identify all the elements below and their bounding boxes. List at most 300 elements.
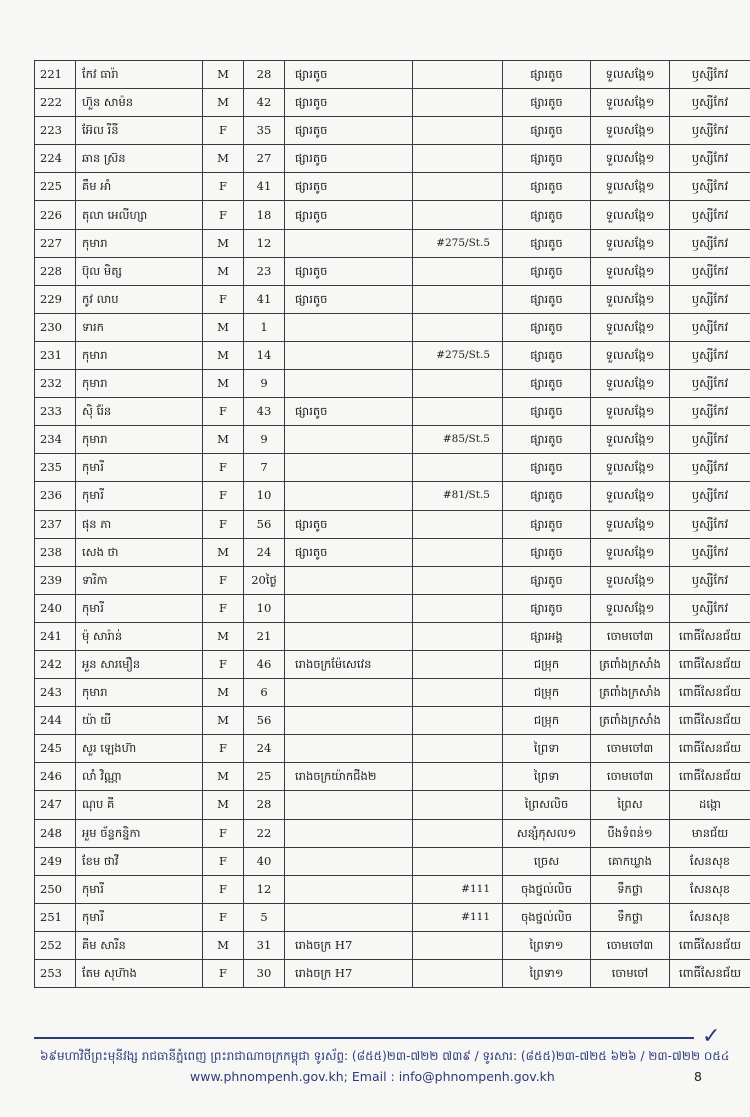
- table-row: [35, 650, 750, 678]
- district-cell: សែនសុខ: [670, 875, 750, 903]
- district-cell: ពោធិ៍សែនជ័យ: [670, 960, 750, 988]
- house-cell: [413, 510, 503, 538]
- age-cell: 18: [244, 201, 285, 229]
- table-row: [35, 257, 750, 285]
- house-cell: [413, 763, 503, 791]
- work-cell: រោងចក្រ H7: [285, 931, 413, 959]
- table-row: [35, 61, 750, 89]
- village-cell: ផ្សារតូច: [503, 145, 591, 173]
- num-cell: 237: [35, 510, 76, 538]
- name-cell: គីម សារីន: [76, 931, 203, 959]
- district-cell: ឫស្សីកែវ: [670, 145, 750, 173]
- village-cell: ផ្សារតូច: [503, 538, 591, 566]
- table-row: [35, 875, 750, 903]
- house-cell: #85/St.5: [413, 426, 503, 454]
- work-cell: [285, 594, 413, 622]
- village-cell: ព្រៃទា: [503, 763, 591, 791]
- name-cell: ឆាន ស្រ៊ន: [76, 145, 203, 173]
- table-row: [35, 847, 750, 875]
- village-cell: ផ្សារតូច: [503, 566, 591, 594]
- case-table: [34, 60, 750, 988]
- name-cell: គឹម អាំ: [76, 173, 203, 201]
- house-cell: [413, 285, 503, 313]
- num-cell: 249: [35, 847, 76, 875]
- commune-cell: ត្រពាំងក្រសាំង: [591, 650, 670, 678]
- commune-cell: ទួលសង្កែ១: [591, 454, 670, 482]
- name-cell: កុមារី: [76, 594, 203, 622]
- name-cell: កុមារា: [76, 426, 203, 454]
- work-cell: រោងចក្រ H7: [285, 960, 413, 988]
- sex-cell: M: [203, 791, 244, 819]
- table-row: [35, 960, 750, 988]
- sex-cell: M: [203, 763, 244, 791]
- commune-cell: ទួលសង្កែ១: [591, 398, 670, 426]
- house-cell: [413, 117, 503, 145]
- case-table-body: [35, 61, 750, 988]
- sex-cell: M: [203, 257, 244, 285]
- sex-cell: M: [203, 622, 244, 650]
- num-cell: 234: [35, 426, 76, 454]
- name-cell: សេង ថា: [76, 538, 203, 566]
- house-cell: [413, 566, 503, 594]
- age-cell: 1: [244, 313, 285, 341]
- commune-cell: ព្រៃស: [591, 791, 670, 819]
- age-cell: 24: [244, 538, 285, 566]
- age-cell: 12: [244, 229, 285, 257]
- name-cell: សួរ ឡេងហ៊ា: [76, 735, 203, 763]
- house-cell: [413, 538, 503, 566]
- table-row: [35, 791, 750, 819]
- num-cell: 242: [35, 650, 76, 678]
- house-cell: #275/St.5: [413, 229, 503, 257]
- house-cell: [413, 847, 503, 875]
- age-cell: 23: [244, 257, 285, 285]
- commune-cell: ទួលសង្កែ១: [591, 538, 670, 566]
- age-cell: 56: [244, 707, 285, 735]
- name-cell: តុលា អេលីហ្សា: [76, 201, 203, 229]
- age-cell: 14: [244, 341, 285, 369]
- house-cell: #111: [413, 875, 503, 903]
- work-cell: ផ្សារតូច: [285, 173, 413, 201]
- village-cell: ផ្សារតូច: [503, 257, 591, 285]
- work-cell: ផ្សារតូច: [285, 510, 413, 538]
- commune-cell: គោកឃ្លាង: [591, 847, 670, 875]
- num-cell: 233: [35, 398, 76, 426]
- village-cell: ផ្សារតូច: [503, 229, 591, 257]
- num-cell: 246: [35, 763, 76, 791]
- name-cell: ខែម ថាវី: [76, 847, 203, 875]
- house-cell: [413, 679, 503, 707]
- work-cell: [285, 426, 413, 454]
- num-cell: 247: [35, 791, 76, 819]
- work-cell: ផ្សារតូច: [285, 89, 413, 117]
- num-cell: 251: [35, 903, 76, 931]
- district-cell: ដង្កោ: [670, 791, 750, 819]
- district-cell: ឫស្សីកែវ: [670, 229, 750, 257]
- sex-cell: F: [203, 960, 244, 988]
- village-cell: ផ្សារតូច: [503, 594, 591, 622]
- num-cell: 232: [35, 370, 76, 398]
- commune-cell: ត្រពាំងក្រសាំង: [591, 679, 670, 707]
- village-cell: ច្រេស: [503, 847, 591, 875]
- name-cell: ហ៊ួន សាម៉ន: [76, 89, 203, 117]
- age-cell: 31: [244, 931, 285, 959]
- sex-cell: F: [203, 847, 244, 875]
- name-cell: អួន សារមឿន: [76, 650, 203, 678]
- footer-divider: [34, 1037, 694, 1039]
- page-number: 8: [694, 1069, 702, 1084]
- work-cell: [285, 313, 413, 341]
- age-cell: 41: [244, 173, 285, 201]
- district-cell: សែនសុខ: [670, 847, 750, 875]
- work-cell: [285, 707, 413, 735]
- commune-cell: ទួលសង្កែ១: [591, 61, 670, 89]
- age-cell: 43: [244, 398, 285, 426]
- district-cell: ឫស្សីកែវ: [670, 117, 750, 145]
- district-cell: ឫស្សីកែវ: [670, 538, 750, 566]
- district-cell: ឫស្សីកែវ: [670, 285, 750, 313]
- age-cell: 6: [244, 679, 285, 707]
- table-row: [35, 313, 750, 341]
- sex-cell: F: [203, 903, 244, 931]
- commune-cell: ទួលសង្កែ១: [591, 566, 670, 594]
- work-cell: [285, 482, 413, 510]
- village-cell: ផ្សារអង្គ: [503, 622, 591, 650]
- village-cell: ផ្សារតូច: [503, 426, 591, 454]
- house-cell: [413, 257, 503, 285]
- age-cell: 25: [244, 763, 285, 791]
- village-cell: ផ្សារតូច: [503, 454, 591, 482]
- district-cell: ឫស្សីកែវ: [670, 454, 750, 482]
- num-cell: 244: [35, 707, 76, 735]
- work-cell: [285, 370, 413, 398]
- sex-cell: F: [203, 482, 244, 510]
- name-cell: កុមារា: [76, 341, 203, 369]
- table-row: [35, 201, 750, 229]
- work-cell: ផ្សារតូច: [285, 538, 413, 566]
- work-cell: ផ្សារតូច: [285, 257, 413, 285]
- num-cell: 228: [35, 257, 76, 285]
- house-cell: [413, 931, 503, 959]
- name-cell: កុមារា: [76, 679, 203, 707]
- village-cell: ផ្សារតូច: [503, 201, 591, 229]
- sex-cell: M: [203, 145, 244, 173]
- village-cell: ផ្សារតូច: [503, 173, 591, 201]
- footer-address: ៦៩មហាវិថីព្រះមុនីវង្ស រាជធានីភ្នំពេញ ព្រះរាជាណាចក្រកម្ពុជា ទូរស័ព្ទ: (៨៥៥)២៣-៧២២ ៧៣៩ / ទូរសារ: (៨៥៥)២៣-៧២៥ ៦២៦ / ២៣-៧២២ ០៥៤: [40, 1049, 730, 1063]
- district-cell: ឫស្សីកែវ: [670, 426, 750, 454]
- age-cell: 27: [244, 145, 285, 173]
- work-cell: [285, 454, 413, 482]
- village-cell: ផ្សារតូច: [503, 398, 591, 426]
- village-cell: សន្សំកុសល១: [503, 819, 591, 847]
- table-row: [35, 594, 750, 622]
- num-cell: 236: [35, 482, 76, 510]
- age-cell: 21: [244, 622, 285, 650]
- work-cell: [285, 903, 413, 931]
- house-cell: [413, 791, 503, 819]
- age-cell: 24: [244, 735, 285, 763]
- num-cell: 252: [35, 931, 76, 959]
- commune-cell: ចោមចៅ៣: [591, 622, 670, 650]
- house-cell: [413, 594, 503, 622]
- age-cell: 10: [244, 594, 285, 622]
- check-mark-icon: ✓: [702, 1024, 721, 1049]
- district-cell: សែនសុខ: [670, 903, 750, 931]
- name-cell: តែម សុហ៊ាង: [76, 960, 203, 988]
- sex-cell: F: [203, 594, 244, 622]
- num-cell: 235: [35, 454, 76, 482]
- commune-cell: ចោមចៅ: [591, 960, 670, 988]
- commune-cell: ទួលសង្កែ១: [591, 482, 670, 510]
- age-cell: 9: [244, 370, 285, 398]
- sex-cell: F: [203, 875, 244, 903]
- village-cell: ផ្សារតូច: [503, 89, 591, 117]
- village-cell: ព្រៃទា១: [503, 931, 591, 959]
- sex-cell: M: [203, 61, 244, 89]
- district-cell: ឫស្សីកែវ: [670, 201, 750, 229]
- name-cell: លាំ វិណ្ណា: [76, 763, 203, 791]
- sex-cell: M: [203, 341, 244, 369]
- table-row: [35, 707, 750, 735]
- commune-cell: បឹងទំពន់១: [591, 819, 670, 847]
- village-cell: ជម្រុក: [503, 679, 591, 707]
- table-row: [35, 89, 750, 117]
- house-cell: #111: [413, 903, 503, 931]
- work-cell: [285, 819, 413, 847]
- district-cell: ឫស្សីកែវ: [670, 370, 750, 398]
- name-cell: កែវ ធារ៉ា: [76, 61, 203, 89]
- commune-cell: ចោមចៅ៣: [591, 735, 670, 763]
- commune-cell: ទួលសង្កែ១: [591, 117, 670, 145]
- name-cell: កុមារី: [76, 903, 203, 931]
- sex-cell: M: [203, 229, 244, 257]
- commune-cell: ទឹកថ្លា: [591, 875, 670, 903]
- work-cell: ផ្សារតូច: [285, 145, 413, 173]
- name-cell: យ៉ា យី: [76, 707, 203, 735]
- commune-cell: ទួលសង្កែ១: [591, 89, 670, 117]
- sex-cell: M: [203, 313, 244, 341]
- house-cell: [413, 201, 503, 229]
- house-cell: [413, 735, 503, 763]
- sex-cell: F: [203, 819, 244, 847]
- age-cell: 5: [244, 903, 285, 931]
- age-cell: 7: [244, 454, 285, 482]
- work-cell: [285, 679, 413, 707]
- sex-cell: F: [203, 117, 244, 145]
- village-cell: ជម្រុក: [503, 650, 591, 678]
- village-cell: ព្រៃសលិច: [503, 791, 591, 819]
- commune-cell: ទួលសង្កែ១: [591, 594, 670, 622]
- house-cell: #81/St.5: [413, 482, 503, 510]
- name-cell: កុមារី: [76, 875, 203, 903]
- age-cell: 20ថ្ងៃ: [244, 566, 285, 594]
- table-row: [35, 510, 750, 538]
- work-cell: [285, 229, 413, 257]
- district-cell: ឫស្សីកែវ: [670, 257, 750, 285]
- house-cell: [413, 819, 503, 847]
- house-cell: [413, 370, 503, 398]
- table-row: [35, 679, 750, 707]
- age-cell: 46: [244, 650, 285, 678]
- commune-cell: ទួលសង្កែ១: [591, 173, 670, 201]
- age-cell: 35: [244, 117, 285, 145]
- district-cell: ពោធិ៍សែនជ័យ: [670, 707, 750, 735]
- work-cell: [285, 566, 413, 594]
- table-row: [35, 229, 750, 257]
- sex-cell: M: [203, 931, 244, 959]
- commune-cell: ចោមចៅ៣: [591, 931, 670, 959]
- house-cell: [413, 61, 503, 89]
- house-cell: [413, 89, 503, 117]
- house-cell: [413, 454, 503, 482]
- village-cell: ផ្សារតូច: [503, 482, 591, 510]
- name-cell: ស៊ិ រ៉ែន: [76, 398, 203, 426]
- district-cell: ឫស្សីកែវ: [670, 510, 750, 538]
- age-cell: 41: [244, 285, 285, 313]
- district-cell: ឫស្សីកែវ: [670, 398, 750, 426]
- sex-cell: F: [203, 650, 244, 678]
- village-cell: ព្រៃទា១: [503, 960, 591, 988]
- work-cell: ផ្សារតូច: [285, 61, 413, 89]
- num-cell: 241: [35, 622, 76, 650]
- commune-cell: ទួលសង្កែ១: [591, 257, 670, 285]
- table-row: [35, 482, 750, 510]
- age-cell: 10: [244, 482, 285, 510]
- table-row: [35, 819, 750, 847]
- village-cell: ផ្សារតូច: [503, 285, 591, 313]
- village-cell: ជម្រុក: [503, 707, 591, 735]
- house-cell: [413, 398, 503, 426]
- name-cell: អ៊ែល រីនី: [76, 117, 203, 145]
- work-cell: ផ្សារតូច: [285, 117, 413, 145]
- work-cell: [285, 875, 413, 903]
- work-cell: ផ្សារតូច: [285, 285, 413, 313]
- sex-cell: F: [203, 398, 244, 426]
- commune-cell: ត្រពាំងក្រសាំង: [591, 707, 670, 735]
- table-row: [35, 566, 750, 594]
- num-cell: 226: [35, 201, 76, 229]
- work-cell: ផ្សារតូច: [285, 398, 413, 426]
- district-cell: ឫស្សីកែវ: [670, 313, 750, 341]
- name-cell: ផុន ភា: [76, 510, 203, 538]
- house-cell: [413, 650, 503, 678]
- village-cell: ចុងថ្នល់លិច: [503, 903, 591, 931]
- age-cell: 56: [244, 510, 285, 538]
- num-cell: 248: [35, 819, 76, 847]
- table-row: [35, 931, 750, 959]
- house-cell: [413, 145, 503, 173]
- footer-website-email: www.phnompenh.gov.kh; Email : info@phnompenh.gov.kh: [190, 1069, 555, 1084]
- age-cell: 9: [244, 426, 285, 454]
- age-cell: 30: [244, 960, 285, 988]
- district-cell: ឫស្សីកែវ: [670, 341, 750, 369]
- house-cell: [413, 960, 503, 988]
- num-cell: 223: [35, 117, 76, 145]
- village-cell: ចុងថ្នល់លិច: [503, 875, 591, 903]
- house-cell: [413, 707, 503, 735]
- work-cell: [285, 791, 413, 819]
- district-cell: ឫស្សីកែវ: [670, 566, 750, 594]
- work-cell: [285, 847, 413, 875]
- sex-cell: M: [203, 370, 244, 398]
- sex-cell: F: [203, 454, 244, 482]
- num-cell: 238: [35, 538, 76, 566]
- num-cell: 227: [35, 229, 76, 257]
- commune-cell: ទួលសង្កែ១: [591, 285, 670, 313]
- commune-cell: ចោមចៅ៣: [591, 763, 670, 791]
- age-cell: 28: [244, 791, 285, 819]
- age-cell: 40: [244, 847, 285, 875]
- table-row: [35, 285, 750, 313]
- work-cell: ផ្សារតូច: [285, 201, 413, 229]
- table-row: [35, 117, 750, 145]
- commune-cell: ទួលសង្កែ១: [591, 145, 670, 173]
- num-cell: 229: [35, 285, 76, 313]
- work-cell: រោងចក្រម៉ែសេវេន: [285, 650, 413, 678]
- work-cell: [285, 622, 413, 650]
- sex-cell: M: [203, 538, 244, 566]
- table-row: [35, 341, 750, 369]
- district-cell: ពោធិ៍សែនជ័យ: [670, 763, 750, 791]
- name-cell: ណុប គី: [76, 791, 203, 819]
- num-cell: 225: [35, 173, 76, 201]
- work-cell: [285, 341, 413, 369]
- village-cell: ផ្សារតូច: [503, 510, 591, 538]
- sex-cell: F: [203, 201, 244, 229]
- name-cell: ទារិកា: [76, 566, 203, 594]
- district-cell: មានជ័យ: [670, 819, 750, 847]
- name-cell: កុមារី: [76, 454, 203, 482]
- village-cell: ផ្សារតូច: [503, 370, 591, 398]
- village-cell: ផ្សារតូច: [503, 341, 591, 369]
- name-cell: កូវ លាប: [76, 285, 203, 313]
- table-row: [35, 398, 750, 426]
- table-row: [35, 370, 750, 398]
- age-cell: 28: [244, 61, 285, 89]
- age-cell: 12: [244, 875, 285, 903]
- table-row: [35, 763, 750, 791]
- village-cell: ផ្សារតូច: [503, 313, 591, 341]
- name-cell: កុមារី: [76, 482, 203, 510]
- district-cell: ពោធិ៍សែនជ័យ: [670, 679, 750, 707]
- num-cell: 243: [35, 679, 76, 707]
- commune-cell: ទឹកថ្លា: [591, 903, 670, 931]
- sex-cell: F: [203, 173, 244, 201]
- house-cell: [413, 313, 503, 341]
- num-cell: 224: [35, 145, 76, 173]
- age-cell: 22: [244, 819, 285, 847]
- district-cell: ពោធិ៍សែនជ័យ: [670, 931, 750, 959]
- commune-cell: ទួលសង្កែ១: [591, 201, 670, 229]
- table-row: [35, 454, 750, 482]
- sex-cell: F: [203, 735, 244, 763]
- age-cell: 42: [244, 89, 285, 117]
- district-cell: ពោធិ៍សែនជ័យ: [670, 622, 750, 650]
- case-table-container: [34, 60, 742, 988]
- table-row: [35, 145, 750, 173]
- commune-cell: ទួលសង្កែ១: [591, 313, 670, 341]
- sex-cell: M: [203, 426, 244, 454]
- district-cell: ពោធិ៍សែនជ័យ: [670, 650, 750, 678]
- district-cell: ឫស្សីកែវ: [670, 173, 750, 201]
- district-cell: ឫស្សីកែវ: [670, 482, 750, 510]
- sex-cell: F: [203, 285, 244, 313]
- commune-cell: ទួលសង្កែ១: [591, 510, 670, 538]
- table-row: [35, 426, 750, 454]
- commune-cell: ទួលសង្កែ១: [591, 229, 670, 257]
- num-cell: 230: [35, 313, 76, 341]
- commune-cell: ទួលសង្កែ១: [591, 370, 670, 398]
